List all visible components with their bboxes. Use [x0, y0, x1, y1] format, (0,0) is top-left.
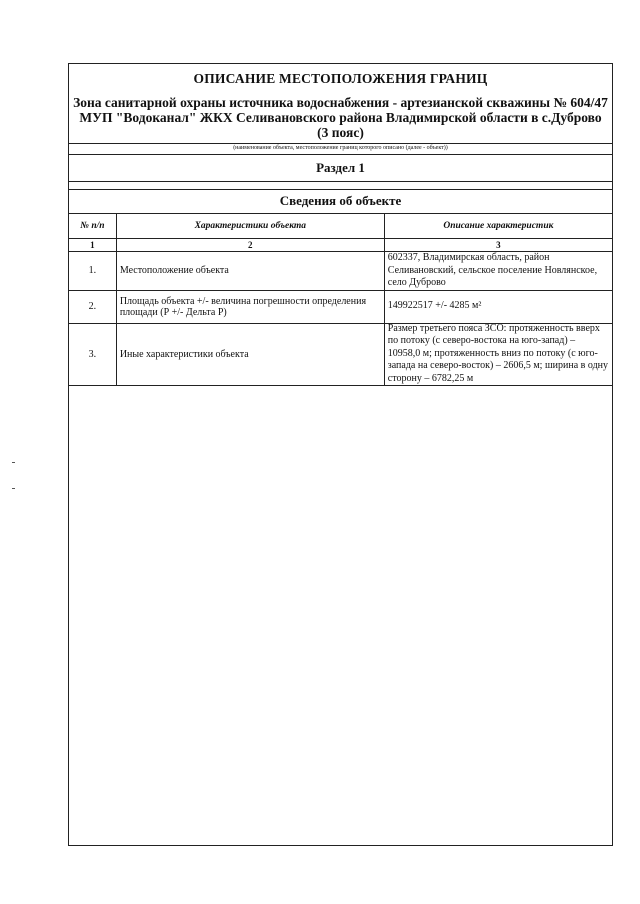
info-title: Сведения об объекте [69, 189, 612, 214]
row-number: 2. [69, 290, 116, 323]
row-number: 3. [69, 323, 116, 385]
row-description-clip [388, 324, 609, 385]
header-block [69, 64, 612, 144]
col-header-characteristic: Характеристики объекта [116, 214, 384, 239]
object-table [69, 213, 612, 386]
column-number: 1 [69, 239, 116, 252]
table-row [69, 323, 612, 385]
col-header-description: Описание характеристик [384, 214, 612, 239]
section-title: Раздел 1 [69, 155, 612, 182]
row-characteristic: Иные характеристики объекта [116, 323, 384, 385]
scan-mark [12, 488, 15, 489]
row-description: 149922517 +/- 4285 м² [384, 290, 612, 323]
document-title: ОПИСАНИЕ МЕСТОПОЛОЖЕНИЯ ГРАНИЦ [193, 71, 488, 86]
row-characteristic: Площадь объекта +/- величина погрешности определения площади (Р +/- Дельта Р) [116, 290, 384, 323]
column-number: 2 [116, 239, 384, 252]
table-header-row [69, 214, 612, 239]
object-note: (наименование объекта, местоположение границ которого описано (далее - объект)) [69, 143, 612, 155]
table-row [69, 252, 612, 291]
column-number: 3 [384, 239, 612, 252]
document-frame [68, 63, 613, 846]
row-description: Размер третьего пояса ЗСО: протяженность вверх по потоку (с северо-востока на юго-запад) – 10958,0 м; протяженность вниз по потоку (с юго-запада на северо-восток) – 2606,5 м; ширина в одну сторону – 6782,25 м [387, 323, 609, 384]
document-subtitle: Зона санитарной охраны источника водоснабжения - артезианской скважины № 604/47 МУП "Водоканал" ЖКХ Селивановского района Владимирской области в с.Дуброво (3 пояс) [73, 95, 608, 140]
table-row [69, 290, 612, 323]
row-description: 602337, Владимирская область, район Селивановский, сельское поселение Новлянское, село Дуброво [384, 252, 612, 291]
row-characteristic: Местоположение объекта [116, 252, 384, 291]
row-number: 1. [69, 252, 116, 291]
col-header-number: № п/п [69, 214, 116, 239]
column-number-row [69, 239, 612, 252]
row-description-cell [384, 323, 612, 385]
scan-mark [12, 462, 15, 463]
